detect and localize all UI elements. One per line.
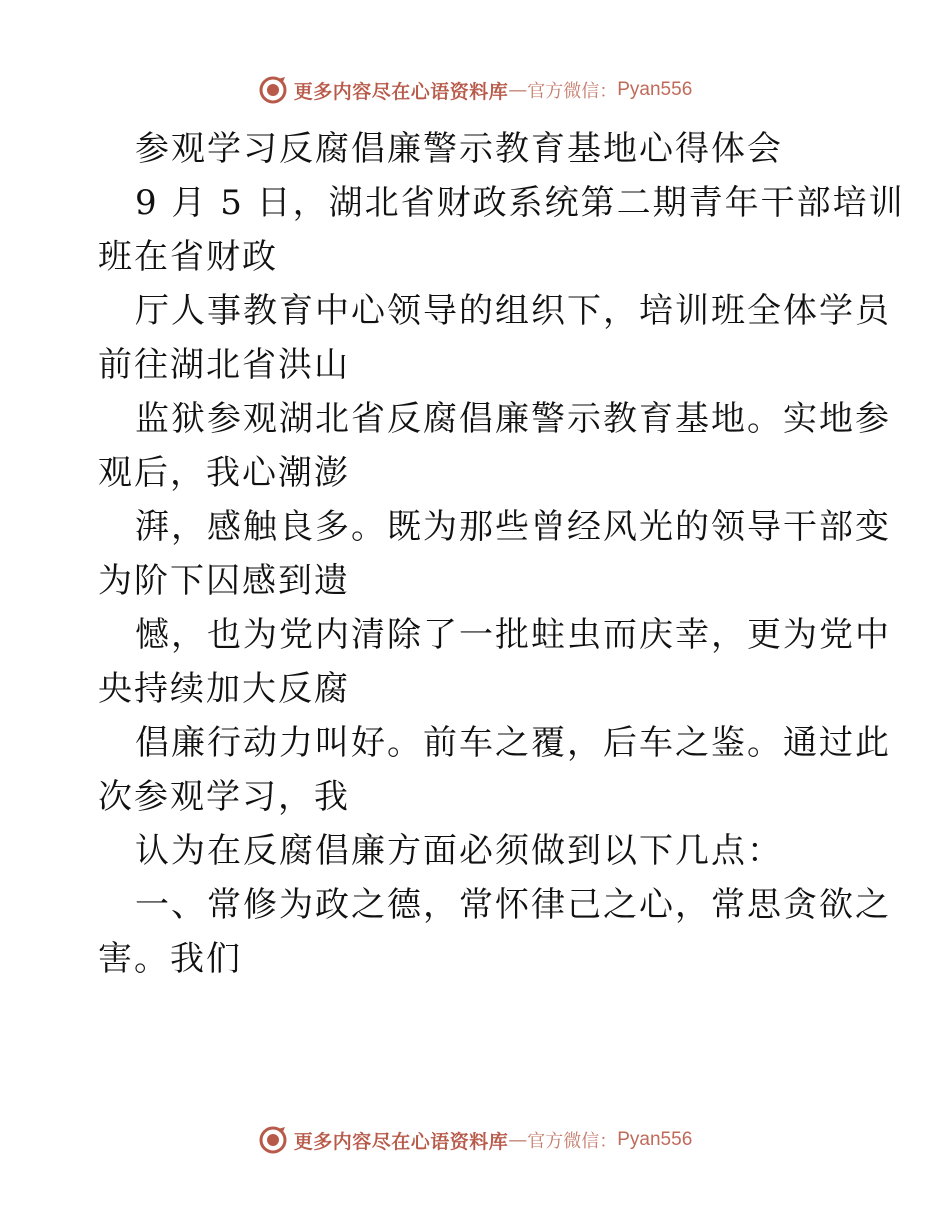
header-watermark-banner: [0, 70, 950, 110]
paragraph-line: 害。我们: [98, 939, 242, 979]
paragraph-line: 为阶下囚感到遗: [98, 561, 350, 601]
paragraph-line: 班在省财政: [98, 237, 278, 277]
paragraph-line: 监狱参观湖北省反腐倡廉警示教育基地。实地参: [135, 399, 891, 439]
pen-seal-logo-icon: [258, 75, 288, 105]
paragraph-line: 次参观学习，我: [98, 777, 350, 817]
paragraph-line: 倡廉行动力叫好。前车之覆，后车之鉴。通过此: [135, 723, 891, 763]
banner-separator: —: [508, 1129, 528, 1151]
paragraph-line: 憾，也为党内清除了一批蛀虫而庆幸，更为党中: [135, 615, 891, 655]
paragraph-line: 9 月 5 日，湖北省财政系统第二期青年干部培训: [135, 183, 905, 223]
paragraph-line: 一、常修为政之德，常怀律己之心，常思贪欲之: [135, 885, 891, 925]
banner-wechat-label: 官方微信：: [527, 81, 618, 102]
paragraph-line: 前往湖北省洪山: [98, 345, 350, 385]
document-title: 参观学习反腐倡廉警示教育基地心得体会: [135, 129, 783, 169]
document-body: [98, 122, 905, 986]
paragraph-line: 央持续加大反腐: [98, 669, 350, 709]
paragraph-line: 厅人事教育中心领导的组织下，培训班全体学员: [135, 291, 891, 331]
banner-wechat-label: 官方微信：: [527, 1131, 618, 1152]
banner-wechat-handle: Pyan556: [617, 1129, 693, 1150]
banner-separator: —: [508, 79, 528, 101]
banner-slogan: 更多内容尽在心语资料库: [293, 80, 509, 103]
paragraph-line: 认为在反腐倡廉方面必须做到以下几点：: [135, 831, 783, 871]
footer-watermark-banner: [0, 1120, 950, 1160]
paragraph-line: 湃，感触良多。既为那些曾经风光的领导干部变: [135, 507, 891, 547]
paragraph-line: 观后，我心潮澎: [98, 453, 350, 493]
banner-slogan: 更多内容尽在心语资料库: [293, 1130, 509, 1153]
banner-wechat-handle: Pyan556: [617, 79, 693, 100]
pen-seal-logo-icon: [258, 1125, 288, 1155]
